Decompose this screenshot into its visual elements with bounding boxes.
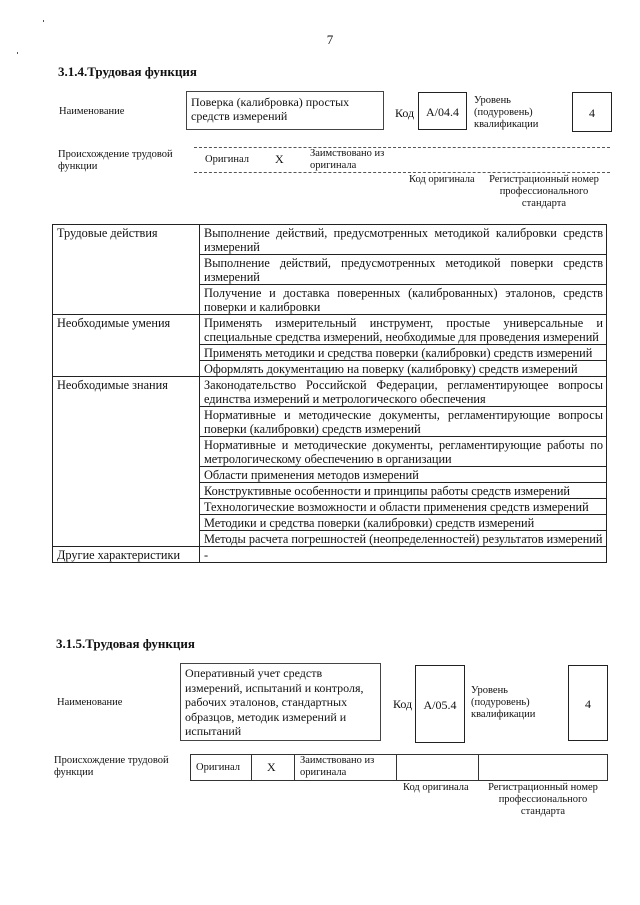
reg-number-label-315: Регистрационный номер профессионального стандарта xyxy=(488,782,598,817)
reg-number-label-314: Регистрационный номер профессионального стандарта xyxy=(489,174,599,209)
origin-cell-divider xyxy=(251,754,252,780)
list-item: Законодательство Российской Федерации, регламентирующее вопросы единства измерений и метрологического обеспечения xyxy=(200,377,607,407)
name-label-314: Наименование xyxy=(59,106,125,117)
original-mark-314: X xyxy=(275,152,284,166)
origin-row-bottom-314 xyxy=(194,172,610,173)
list-item: Применять измерительный инструмент, простые универсальные и специальные средства измерений, необходимые для проведения измерений xyxy=(200,315,607,345)
origin-cell-divider xyxy=(478,754,479,780)
scan-mark xyxy=(43,20,44,22)
category-required-skills: Необходимые умения xyxy=(53,315,200,377)
original-mark-315: X xyxy=(267,760,276,774)
level-label-315: Уровень (подуровень) квалификации xyxy=(471,685,536,720)
list-item: Области применения методов измерений xyxy=(200,467,607,483)
table-row xyxy=(53,315,607,345)
list-item: Получение и доставка поверенных (калиброванных) эталонов, средств поверки и калибровки xyxy=(200,285,607,315)
origin-label-314: Происхождение трудовой функции xyxy=(58,149,173,172)
name-label-315: Наименование xyxy=(57,697,123,708)
list-item: Выполнение действий, предусмотренных методикой калибровки средств измерений xyxy=(200,225,607,255)
list-item: Нормативные и методические документы, регламентирующие вопросы поверки (калибровки) средств измерений xyxy=(200,407,607,437)
borrowed-label-315: Заимствовано из оригинала xyxy=(300,755,375,778)
category-other-characteristics: Другие характеристики xyxy=(53,547,200,563)
origin-code-label-315: Код оригинала xyxy=(403,782,469,793)
table-row xyxy=(53,377,607,407)
borrowed-label-314: Заимствовано из оригинала xyxy=(310,148,385,171)
origin-code-label-314: Код оригинала xyxy=(409,174,475,185)
table-row xyxy=(53,547,607,563)
category-required-knowledge: Необходимые знания xyxy=(53,377,200,547)
list-item: Оформлять документацию на поверку (калибровку) средств измерений xyxy=(200,361,607,377)
list-item: Нормативные и методические документы, регламентирующие работы по метрологическому обеспечению в организации xyxy=(200,437,607,467)
list-item: Выполнение действий, предусмотренных методикой поверки средств измерений xyxy=(200,255,607,285)
list-item: Технологические возможности и области применения средств измерений xyxy=(200,499,607,515)
level-value-314: 4 xyxy=(572,92,612,132)
level-value-315: 4 xyxy=(568,665,608,741)
labor-function-table xyxy=(52,224,607,563)
list-item: - xyxy=(200,547,607,563)
origin-row-bottom-315 xyxy=(190,780,608,781)
category-labor-actions: Трудовые действия xyxy=(53,225,200,315)
code-label-314: Код xyxy=(395,106,415,120)
code-value-314: А/04.4 xyxy=(418,92,467,130)
code-label-315: Код xyxy=(393,697,413,711)
section-title-315: 3.1.5.Трудовая функция xyxy=(56,636,195,651)
list-item: Методики и средства поверки (калибровки) средств измерений xyxy=(200,515,607,531)
table-row xyxy=(53,225,607,255)
name-value-314: Поверка (калибровка) простых средств измерений xyxy=(186,91,384,130)
origin-row-top-315 xyxy=(190,754,608,755)
original-label-315: Оригинал xyxy=(196,762,240,773)
list-item: Методы расчета погрешностей (неопределенностей) результатов измерений xyxy=(200,531,607,547)
section-title-314: 3.1.4.Трудовая функция xyxy=(58,64,197,79)
origin-cell-divider xyxy=(190,754,191,780)
origin-cell-divider xyxy=(294,754,295,780)
origin-label-315: Происхождение трудовой функции xyxy=(54,755,169,778)
name-value-315: Оперативный учет средств измерений, испытаний и контроля, рабочих эталонов, стандартных образцов, методик измерений и испытаний xyxy=(180,663,381,741)
origin-row-top-314 xyxy=(194,147,610,148)
origin-cell-divider xyxy=(607,754,608,780)
scan-mark xyxy=(17,52,18,54)
code-value-315: А/05.4 xyxy=(415,665,465,743)
page-number: 7 xyxy=(326,32,334,47)
level-label-314: Уровень (подуровень) квалификации xyxy=(474,95,539,130)
list-item: Применять методики и средства поверки (калибровки) средств измерений xyxy=(200,345,607,361)
list-item: Конструктивные особенности и принципы работы средств измерений xyxy=(200,483,607,499)
original-label-314: Оригинал xyxy=(205,154,249,165)
origin-cell-divider xyxy=(396,754,397,780)
